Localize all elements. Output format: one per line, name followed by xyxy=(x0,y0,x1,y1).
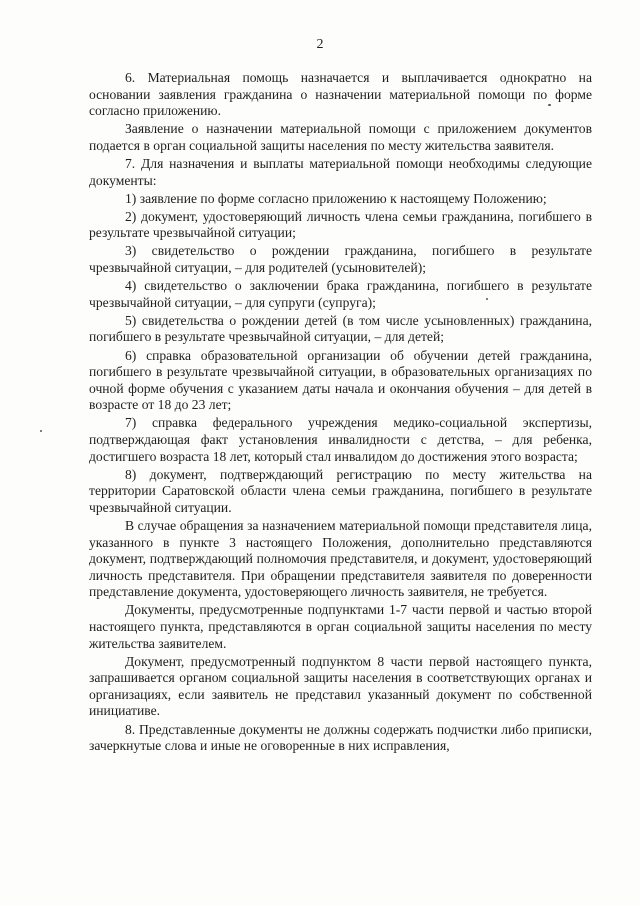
scan-speck xyxy=(486,298,488,300)
list-item-7: 7) справка федерального учреждения медико-социальной экспертизы, подтверждающая факт установления инвалидности с детства, – для ребенка, достигшего возраста 18 лет, который стал инвалидом до достижения этого возраста; xyxy=(89,415,592,464)
paragraph-6: 6. Материальная помощь назначается и выплачивается однократно на основании заявления гражданина о назначении материальной помощи по форме согласно приложению. xyxy=(89,70,592,119)
paragraph-documents-1-7: Документы, предусмотренные подпунктами 1-7 части первой и частью второй настоящего пункта, представляются в орган социальной защиты населения по месту жительства заявителем. xyxy=(89,602,592,651)
list-item-3: 3) свидетельство о рождении гражданина, погибшего в результате чрезвычайной ситуации, – для родителей (усыновителей); xyxy=(89,243,592,276)
scan-speck xyxy=(40,430,42,432)
document-body xyxy=(89,70,592,756)
paragraph-application-submission: Заявление о назначении материальной помощи с приложением документов подается в орган социальной защиты населения по месту жительства заявителя. xyxy=(89,121,592,153)
list-item-6: 6) справка образовательной организации об обучении детей гражданина, погибшего в результате чрезвычайной ситуации, в образовательных организациях по очной форме обучения с указанием даты начала и окончания обучения – для детей в возрасте от 18 до 23 лет; xyxy=(89,347,592,413)
list-item-5: 5) свидетельства о рождении детей (в том числе усыновленных) гражданина, погибшего в результате чрезвычайной ситуации, – для детей; xyxy=(89,312,592,345)
paragraph-document-8: Документ, предусмотренный подпунктом 8 части первой настоящего пункта, запрашивается органом социальной защиты населения в соответствующих органах и организациях, если заявитель не представил указанный документ по собственной инициативе. xyxy=(89,653,592,719)
list-item-1: 1) заявление по форме согласно приложению к настоящему Положению; xyxy=(125,190,547,206)
paragraph-7: 7. Для назначения и выплаты материальной помощи необходимы следующие документы: xyxy=(89,155,592,188)
paragraph-8: 8. Представленные документы не должны содержать подчистки либо приписки, зачеркнутые слова и иные не оговоренные в них исправления, xyxy=(89,721,592,754)
list-item-2: 2) документ, удостоверяющий личность члена семьи гражданина, погибшего в результате чрезвычайной ситуации; xyxy=(89,208,592,241)
page-number: 2 xyxy=(316,37,324,52)
list-item-8: 8) документ, подтверждающий регистрацию по месту жительства на территории Саратовской области члена семьи гражданина, погибшего в результате чрезвычайной ситуации. xyxy=(89,466,592,515)
paragraph-representative: В случае обращения за назначением материальной помощи представителя лица, указанного в пункте 3 настоящего Положения, дополнительно представляются документ, подтверждающий полномочия представителя, и документ, удостоверяющий личность представителя. При обращении представителя заявителя по доверенности представление документа, удостоверяющего личность заявителя, не требуется. xyxy=(89,517,592,600)
list-item-4: 4) свидетельство о заключении брака гражданина, погибшего в результате чрезвычайной ситуации, – для супруги (супруга); xyxy=(89,278,592,310)
scan-speck xyxy=(548,104,551,106)
